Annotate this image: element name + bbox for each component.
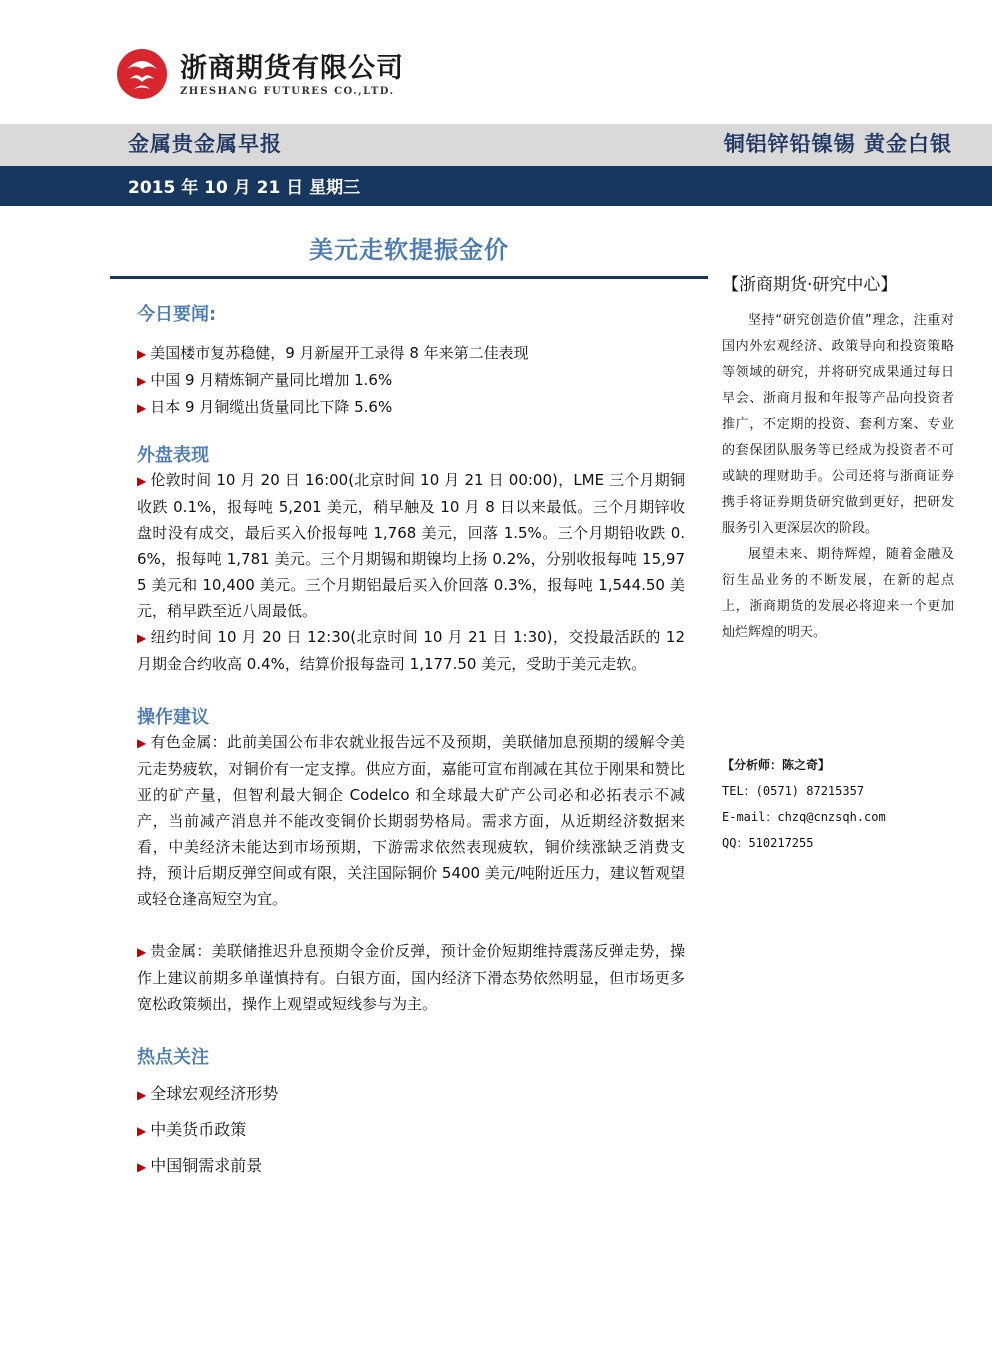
list-item: ▶ 日本 9 月铜缆出货量同比下降 5.6% [137, 398, 393, 416]
zheshang-logo-icon [116, 48, 168, 100]
analyst-qq: QQ：510217255 [722, 836, 814, 850]
bullet-icon: ▶ [137, 1088, 147, 1102]
report-type: 金属贵金属早报 [128, 132, 282, 156]
analyst-name: 【分析师：陈之奇】 [722, 758, 831, 772]
news-heading: 今日要闻: [137, 304, 217, 325]
bullet-icon: ▶ [137, 945, 147, 959]
report-categories: 铜铝锌铅镍锡 黄金白银 [723, 132, 952, 156]
overseas-paragraph: ▶ 伦敦时间 10 月 20 日 16:00(北京时间 10 月 21 日 00:00)，LME 三个月期铜收跌 0.1%，报每吨 5,201 美元，稍早触及 10 月 8 日以来最低。三个月期锌收盘时没有成交，最后买入价报每吨 1,768 美元，回落 1.5%。三个月期铅收跌 0.6%，报每吨 1,781 美元。三个月期锡和期镍均上扬 0.2%，分别收报每吨 15,975 美元和 10,400 美元。三个月期铝最后买入价回落 0.3%，报每吨 1,544.50 美元，稍早跌至近八周最低。 [137, 471, 686, 620]
sidebar-paragraph: 坚持“研究创造价值”理念，注重对国内外宏观经济、政策导向和投资策略等领域的研究，并将研究成果通过每日早会、浙商月报和年报等产品向投资者推广，不定期的投资、套利方案、专业的套保团队服务等已经成为投资者不可或缺的理财助手。公司还将与浙商证券携手将证券期货研究做到更好，把研发服务引入更深层次的阶段。 [722, 313, 954, 536]
bullet-icon: ▶ [137, 401, 147, 415]
sidebar-heading: 【浙商期货·研究中心】 [722, 275, 898, 295]
sidebar-paragraph: 展望未来、期待辉煌，随着金融及衍生品业务的不断发展，在新的起点上，浙商期货的发展必将迎来一个更加灿烂辉煌的明天。 [722, 547, 954, 640]
overseas-paragraph: ▶ 纽约时间 10 月 20 日 12:30(北京时间 10 月 21 日 1:30)，交投最活跃的 12 月期金合约收高 0.4%，结算价报每盎司 1,177.50 美元，受助于美元走软。 [137, 628, 685, 673]
analyst-email: E-mail：chzq@cnzsqh.com [722, 810, 886, 824]
report-date: 2015 年 10 月 21 日 星期三 [128, 178, 361, 198]
list-item: ▶ 中国铜需求前景 [137, 1156, 263, 1175]
advice-heading: 操作建议 [137, 707, 209, 728]
overseas-heading: 外盘表现 [137, 445, 209, 466]
title-divider [110, 276, 708, 279]
news-list [137, 340, 685, 421]
company-name-cn: 浙商期货有限公司 [180, 53, 404, 84]
list-item: ▶ 美国楼市复苏稳健，9 月新屋开工录得 8 年来第二佳表现 [137, 344, 529, 362]
list-item: ▶ 全球宏观经济形势 [137, 1084, 279, 1103]
hot-list [137, 1081, 685, 1180]
hot-heading: 热点关注 [137, 1047, 209, 1068]
analyst-tel: TEL：(0571) 87215357 [722, 784, 865, 798]
bullet-icon: ▶ [137, 736, 147, 750]
bullet-icon: ▶ [137, 374, 147, 388]
company-name-en: ZHESHANG FUTURES CO.,LTD. [180, 86, 395, 97]
bullet-icon: ▶ [137, 347, 147, 361]
bullet-icon: ▶ [137, 474, 147, 488]
bullet-icon: ▶ [137, 631, 147, 645]
advice-paragraph: ▶ 有色金属：此前美国公布非农就业报告远不及预期，美联储加息预期的缓解令美元走势疲软，对铜价有一定支撑。供应方面，嘉能可宣布削减在其位于刚果和赞比亚的矿产量，但智利最大铜企 Codelco 和全球最大矿产公司必和必拓表示不减产，当前减产消息并不能改变铜价长期弱势格局。需求方面，从近期经济数据来看，中美经济未能达到市场预期，下游需求依然表现疲软，铜价续涨缺乏消费支持，预计后期反弹空间或有限，关注国际铜价 5400 美元/吨附近压力，建议暂观望或轻仓逢高短空为宜。 [137, 733, 685, 908]
list-item: ▶ 中国 9 月精炼铜产量同比增加 1.6% [137, 371, 393, 389]
advice-paragraph: ▶ 贵金属：美联储推迟升息预期令金价反弹，预计金价短期维持震荡反弹走势，操作上建议前期多单谨慎持有。白银方面，国内经济下滑态势依然明显，但市场更多宽松政策频出，操作上观望或短线参与为主。 [137, 942, 685, 1013]
company-logo [116, 44, 404, 104]
bullet-icon: ▶ [137, 1160, 147, 1174]
analyst-contact [722, 752, 962, 856]
main-content [137, 300, 685, 1180]
bullet-icon: ▶ [137, 1124, 147, 1138]
report-title: 美元走软提振金价 [309, 236, 509, 264]
sidebar [722, 270, 954, 646]
list-item: ▶ 中美货币政策 [137, 1120, 247, 1139]
